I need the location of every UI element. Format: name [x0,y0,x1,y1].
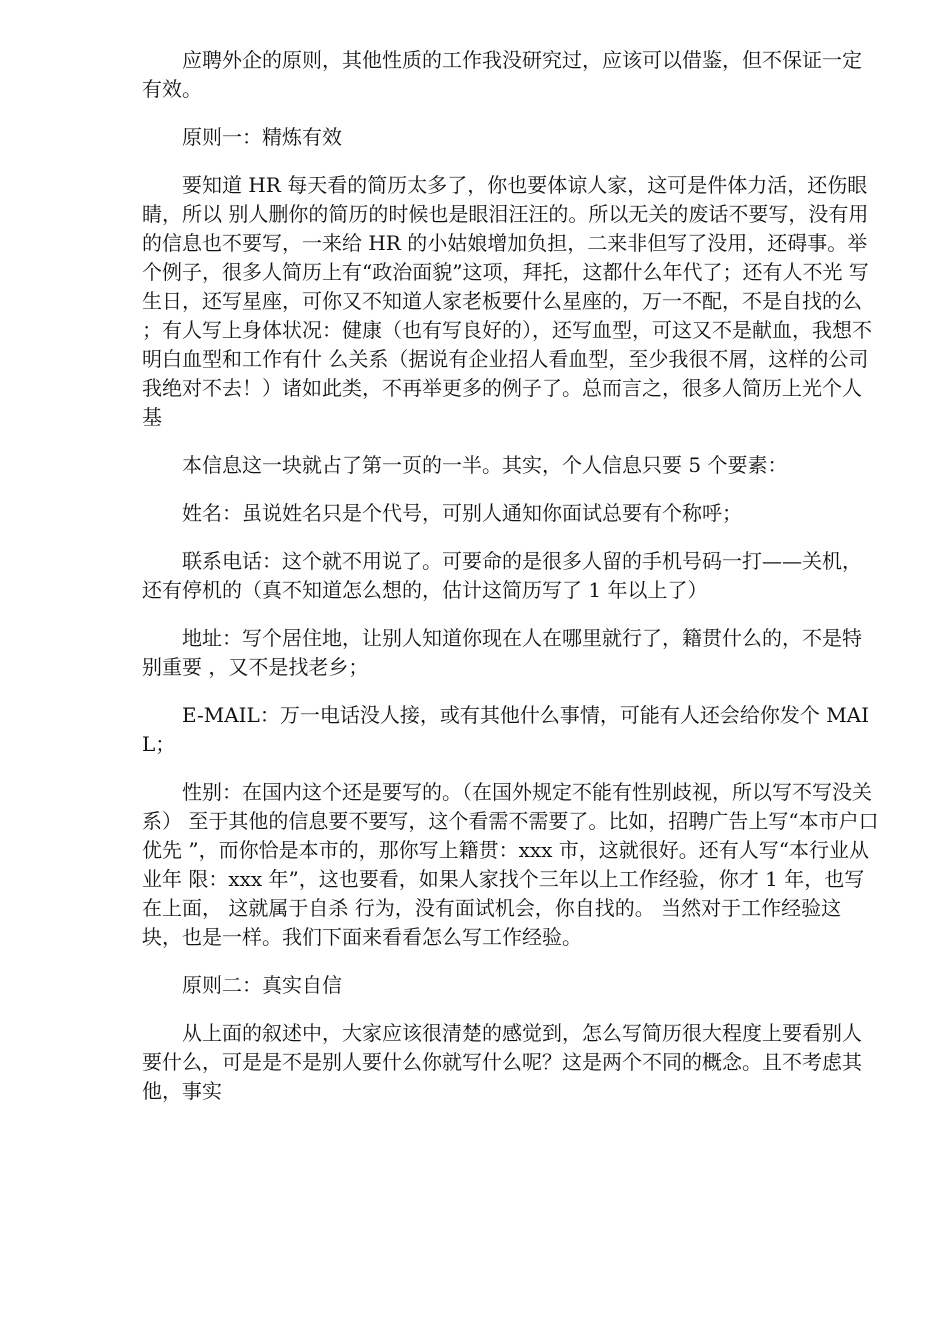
email-paragraph: E-MAIL：万一电话没人接，或有其他什么事情，可能有人还会给你发个 MAIL； [142,703,870,756]
principle-one-heading: 原则一：精炼有效 [182,125,342,149]
intro-paragraph: 应聘外企的原则，其他性质的工作我没研究过，应该可以借鉴，但不保证一定有效。 [142,48,862,101]
concise-paragraph: 要知道 HR 每天看的简历太多了，你也要体谅人家，这可是件体力活，还伤眼睛，所以 别人删你的简历的时候也是眼泪汪汪的。所以无关的废话不要写，没有用的信息也不要写，一来给 HR 的小姑娘增加负担，二来非但写了没用，还碍事。举个例子，很多人简历上有“政治面貌”这项，拜托，这都什么年代了；还有人不光 写生日，还写星座，可你又不知道人家老板要什么星座的，万一不配，不是自找的么 ；有人写上身体状况：健康（也有写良好的），还写血型，可这又不是献血，我想不 明白血型和工作有什 么关系（据说有企业招人看血型，至少我很不屑，这样的公司 我绝对不去！）诸如此类，不再举更多的例子了。总而言之，很多人简历上光个人基 [142,173,872,429]
gender-paragraph: 性别：在国内这个还是要写的。（在国外规定不能有性别歧视，所以写不写没关系） 至于其他的信息要不要写，这个看需不需要了。比如，招聘广告上写“本市户口优先 ”，而你恰是本市的，那你写上籍贯：xxx 市，这就很好。还有人写“本行业从业年 限：xxx 年”，这也要看，如果人家找个三年以上工作经验，你才 1 年，也写在上面， 这就属于自杀 行为，没有面试机会，你自找的。 当然对于工作经验这块，也是一样。我们下面来看看怎么写工作经验。 [142,780,879,949]
principle-two-heading: 原则二：真实自信 [182,973,342,997]
address-paragraph: 地址：写个居住地，让别人知道你现在人在哪里就行了，籍贯什么的，不是特别重要 ，又不是找老乡； [142,626,862,679]
truthful-paragraph: 从上面的叙述中，大家应该很清楚的感觉到，怎么写简历很大程度上要看别人要什么，可是是不是别人要什么你就写什么呢？这是两个不同的概念。且不考虑其他，事实 [142,1021,862,1103]
phone-paragraph: 联系电话：这个就不用说了。可要命的是很多人留的手机号码一打——关机，还有停机的（真不知道怎么想的，估计这简历写了 1 年以上了） [142,549,862,602]
personal-info-paragraph: 本信息这一块就占了第一页的一半。其实，个人信息只要 5 个要素： [182,453,788,477]
name-paragraph: 姓名：虽说姓名只是个代号，可别人通知你面试总要有个称呼； [182,501,742,525]
document-page [142,46,880,1125]
